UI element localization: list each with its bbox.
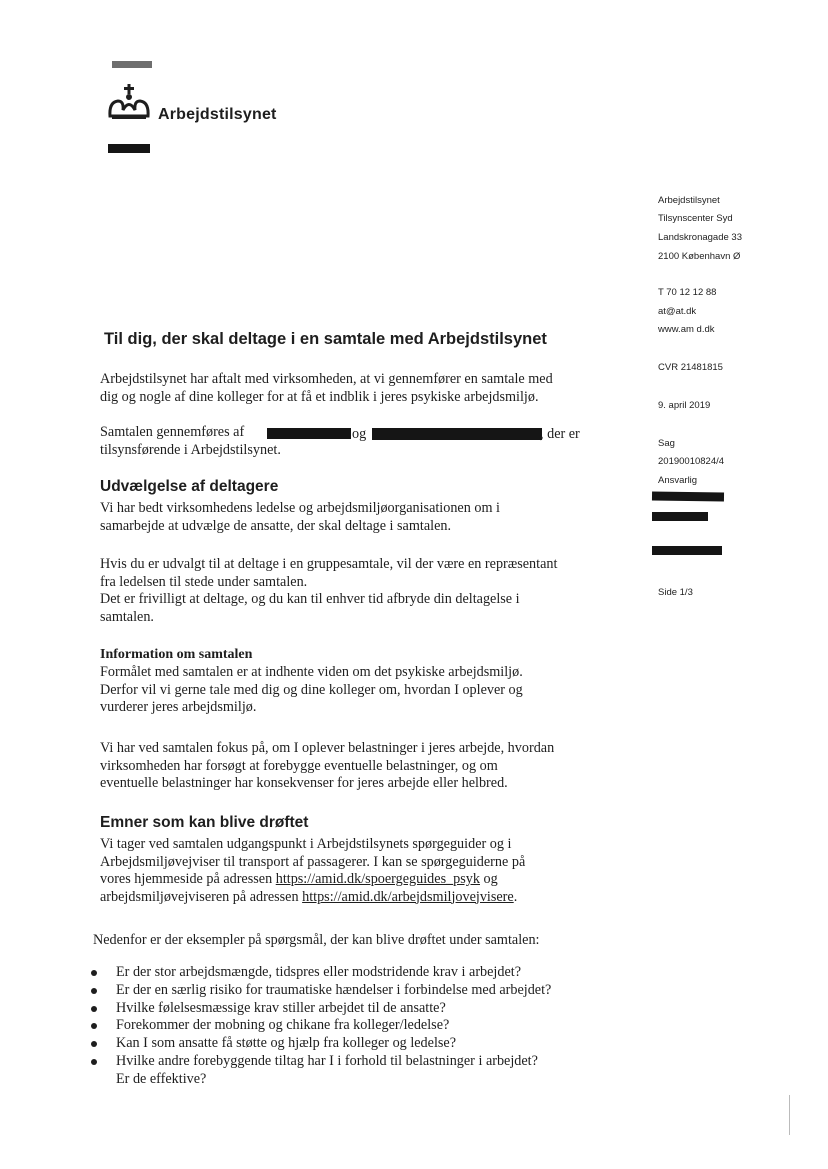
- sidebar-phone: T 70 12 12 88: [658, 287, 717, 298]
- intro-line: Arbejdstilsynet har aftalt med virksomheden, at vi gennemfører en samtale med: [100, 371, 553, 387]
- bullet-icon: [91, 1023, 97, 1029]
- section1-line: samtalen.: [100, 608, 154, 625]
- conducted-og: og: [352, 426, 367, 442]
- section2-paragraph1: [100, 664, 523, 717]
- section3-line: Arbejdsmiljøvejviser til transport af passagerer. I kan se spørgeguiderne på: [100, 853, 526, 870]
- section2-paragraph2: [100, 740, 554, 793]
- header-bottom-bar: [108, 144, 150, 153]
- redacted-inspector-1: [267, 428, 351, 439]
- list-item: [88, 964, 551, 982]
- question-text: Forekommer der mobning og chikane fra kolleger/ledelse?: [116, 1017, 450, 1034]
- section3-line4-post: .: [513, 888, 518, 905]
- list-item: [88, 1017, 551, 1035]
- header-top-bar: [112, 61, 152, 68]
- sidebar-page-number: Side 1/3: [658, 587, 693, 598]
- section3-line4-pre: arbejdsmiljøvejviseren på adressen: [100, 888, 299, 905]
- section2-line: Derfor vil vi gerne tale med dig og dine kolleger om, hvordan I oplever og: [100, 681, 523, 698]
- conducted-line2: tilsynsførende i Arbejdstilsynet.: [100, 442, 281, 458]
- question-text: Er der en særlig risiko for traumatiske hændelser i forbindelse med arbejdet?: [116, 981, 552, 998]
- bullet-icon: [91, 970, 97, 976]
- sidebar-responsible-label: Ansvarlig: [658, 475, 698, 486]
- arbejdsmiljovejviser-link[interactable]: https://amid.dk/arbejdsmiljovejvisere: [302, 888, 514, 905]
- sidebar-street: Landskronagade 33: [658, 232, 742, 243]
- section2-heading: Information om samtalen: [100, 647, 253, 662]
- section3-line: [100, 871, 525, 889]
- section2-line: Vi har ved samtalen fokus på, om I oplever belastninger i jeres arbejde, hvordan: [100, 740, 555, 756]
- list-item: [88, 1000, 551, 1018]
- section3-line3-post: og: [483, 871, 498, 887]
- section2-line: eventuelle belastninger har konsekvenser for jeres arbejde eller helbred.: [100, 775, 508, 791]
- conducted-pre: Samtalen gennemføres af: [100, 424, 245, 440]
- scan-edge-line: [789, 1095, 790, 1135]
- question-text: Kan I som ansatte få støtte og hjælp fra kolleger og ledelse?: [116, 1035, 457, 1052]
- question-text: Er der stor arbejdsmængde, tidspres eller modstridende krav i arbejdet?: [116, 964, 522, 980]
- bullet-icon: [91, 1006, 97, 1012]
- conducted-line: [100, 424, 244, 442]
- sidebar-center: Tilsynscenter Syd: [658, 213, 733, 224]
- org-logo-text: Arbejdstilsynet: [158, 106, 277, 123]
- question-text: Hvilke andre forebyggende tiltag har I i forhold til belastninger i arbejdet?: [116, 1052, 538, 1069]
- section2-line: vurderer jeres arbejdsmiljø.: [100, 699, 257, 715]
- section1-line: fra ledelsen til stede under samtalen.: [100, 573, 308, 590]
- sidebar-cvr: CVR 21481815: [658, 362, 723, 373]
- section3-line3-pre: vores hjemmeside på adressen: [100, 871, 273, 887]
- list-item: [88, 1035, 551, 1053]
- question-list: [88, 964, 551, 1089]
- question-text: Hvilke følelsesmæssige krav stiller arbejdet til de ansatte?: [116, 999, 446, 1016]
- section1-line: Vi har bedt virksomhedens ledelse og arbejdsmiljøorganisationen om i: [100, 500, 500, 516]
- list-item: [88, 1053, 551, 1071]
- redacted-responsible-3: [652, 546, 722, 555]
- sidebar-date: 9. april 2019: [658, 400, 711, 411]
- redacted-inspector-2: [372, 428, 542, 440]
- sidebar-org: Arbejdstilsynet: [658, 195, 720, 206]
- spoergeguide-link[interactable]: https://amid.dk/spoergeguides_psyk: [275, 871, 480, 887]
- redacted-responsible-2: [652, 512, 708, 521]
- conducted-paragraph: [100, 424, 244, 442]
- section1-line: samarbejde at udvælge de ansatte, der skal deltage i samtalen.: [100, 517, 452, 534]
- sidebar-case-number: 20190010824/4: [658, 456, 725, 467]
- section1-heading: Udvælgelse af deltagere: [100, 478, 279, 495]
- section3-heading: Emner som kan blive drøftet: [100, 814, 309, 831]
- examples-intro: Nedenfor er der eksempler på spørgsmål, der kan blive drøftet under samtalen:: [93, 932, 540, 948]
- section3-line: Vi tager ved samtalen udgangspunkt i Arbejdstilsynets spørgeguider og i: [100, 836, 512, 852]
- sidebar-email: at@at.dk: [658, 306, 697, 317]
- sidebar-case-label: Sag: [658, 438, 675, 449]
- section1-line: Hvis du er udvalgt til at deltage i en gruppesamtale, vil der være en repræsentant: [100, 556, 558, 572]
- section3-paragraph: [100, 836, 525, 906]
- section1-paragraph2: [100, 556, 557, 626]
- sidebar-city: 2100 København Ø: [658, 251, 741, 262]
- section2-line: virksomheden har forsøgt at forebygge eventuelle belastninger, og om: [100, 757, 498, 774]
- section3-line: [100, 889, 525, 907]
- section2-line: Formålet med samtalen er at indhente viden om det psykiske arbejdsmiljø.: [100, 664, 523, 680]
- list-item: [88, 982, 551, 1000]
- section1-paragraph1: [100, 500, 500, 535]
- intro-line: dig og nogle af dine kolleger for at få et indblik i jeres psykiske arbejdsmiljø.: [100, 388, 539, 405]
- bullet-icon: [91, 988, 97, 994]
- redacted-responsible-1: [652, 491, 724, 501]
- crown-logo-icon: [106, 84, 152, 124]
- intro-paragraph: [100, 371, 553, 406]
- page-title: Til dig, der skal deltage i en samtale med Arbejdstilsynet: [104, 330, 547, 348]
- section1-line: Det er frivilligt at deltage, og du kan til enhver tid afbryde din deltagelse i: [100, 591, 520, 607]
- bullet-icon: [91, 1059, 97, 1065]
- bullet-icon: [91, 1041, 97, 1047]
- sidebar-web: www.am d.dk: [658, 324, 715, 335]
- conducted-post: , der er: [540, 426, 580, 442]
- list-item-continuation: [88, 1071, 551, 1089]
- question-text: Er de effektive?: [116, 1070, 207, 1087]
